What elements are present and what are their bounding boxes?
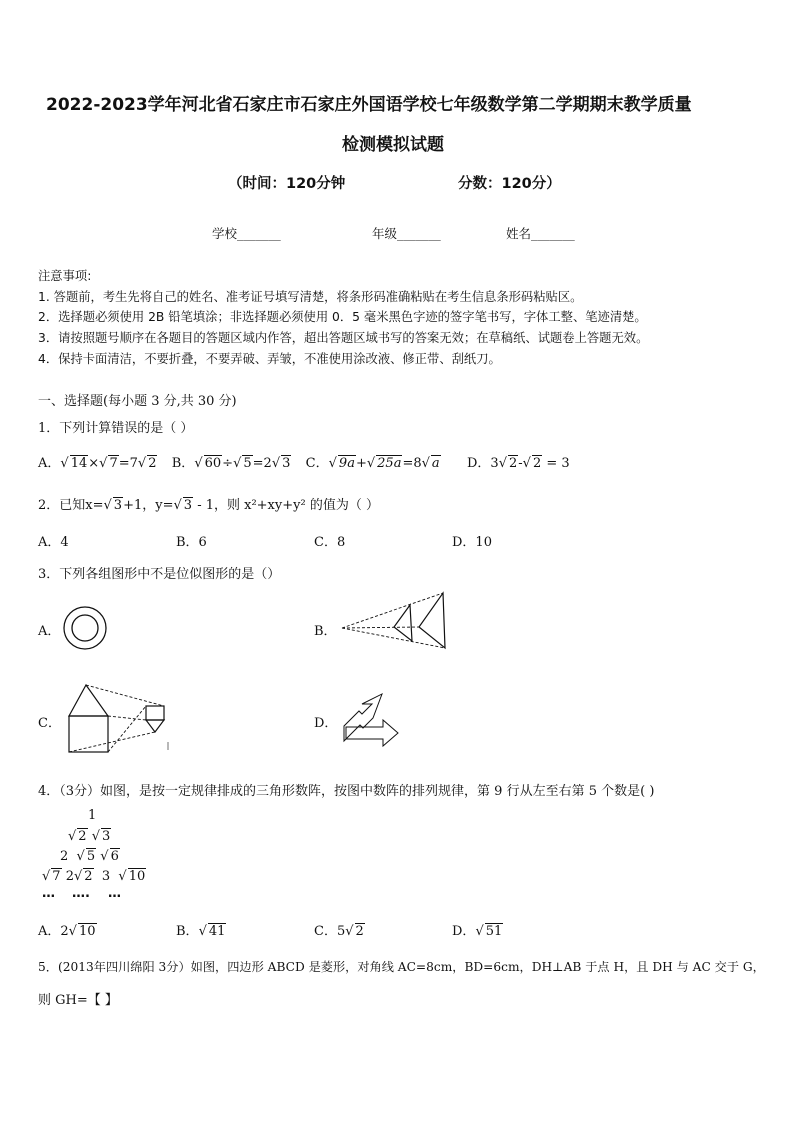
exam-title-line2: 检测模拟试题 — [342, 135, 444, 155]
q1-option-a[interactable]: A．√ 14×√ 7=7√ 2 — [38, 456, 157, 471]
q3-figure-c-houses — [64, 682, 204, 762]
q4-row1: 1 — [88, 808, 97, 823]
q5-stem-line1: 5．(2013年四川绵阳 3分）如图，四边形 ABCD 是菱形，对角线 AC=8cm，BD=6cm，DH⊥AB 于点 H，且 DH 与 AC 交于 G， — [38, 960, 765, 974]
q3-figure-a-concentric-circles — [60, 598, 120, 658]
notice-heading: 注意事项: — [38, 269, 92, 283]
q4-dots-right: … — [108, 886, 121, 901]
q3-figure-b-triangles — [336, 590, 456, 660]
notice-item-1: 1. 答题前，考生先将自己的姓名、准考证号填写清楚，将条形码准确粘贴在考生信息条形码粘贴区。 — [38, 290, 583, 304]
q4-option-b[interactable]: B．√ 41 — [176, 924, 226, 939]
q1-stem: 1．下列计算错误的是（ ） — [38, 421, 194, 436]
q4-option-a[interactable]: A．2√ 10 — [38, 924, 96, 939]
exam-time: （时间：120分钟 — [228, 176, 346, 192]
q1-options — [38, 452, 570, 471]
q4-stem: 4．（3分）如图，是按一定规律排成的三角形数阵，按图中数阵的排列规律，第 9 行从左至右第 5 个数是( ) — [38, 784, 655, 799]
q4-number-triangle — [38, 806, 178, 902]
grade-field[interactable]: 年级_______ — [372, 226, 441, 241]
q4-dots-middle: …. — [72, 886, 90, 901]
notice-item-3: 3．请按照题号顺序在各题目的答题区域内作答，超出答题区域书写的答案无效；在草稿纸、试题卷上答题无效。 — [38, 331, 649, 345]
q4-dots-left: … — [42, 886, 55, 901]
q2-option-c[interactable]: C．8 — [314, 535, 346, 550]
q3-figure-d-arrows — [340, 690, 420, 750]
q2-option-b[interactable]: B．6 — [176, 535, 207, 550]
exam-score: 分数：120分） — [458, 176, 561, 192]
q4-row4: √ 7 2√ 2 3 √ 10 — [42, 869, 146, 884]
q1-option-b[interactable]: B．√ 60÷√ 5=2√ 3 — [171, 456, 291, 471]
exam-title-line1: 2022-2023学年河北省石家庄市石家庄外国语学校七年级数学第二学期期末教学质量 — [46, 95, 692, 115]
q5-stem-line2: 则 GH=【 】 — [38, 993, 118, 1008]
q1-option-d[interactable]: D．3√ 2-√ 2 = 3 — [466, 456, 570, 471]
section-heading: 一、选择题(每小题 3 分,共 30 分) — [38, 394, 237, 409]
q3-label-c[interactable]: C． — [38, 716, 61, 731]
notice-item-2: 2．选择题必须使用 2B 铅笔填涂；非选择题必须使用 0．5 毫米黑色字迹的签字笔书写，字体工整、笔迹清楚。 — [38, 310, 647, 324]
q1-option-c[interactable]: C．√ 9a+√ 25a=8√ a — [305, 456, 440, 471]
q3-label-a[interactable]: A． — [38, 624, 61, 639]
q3-label-b[interactable]: B． — [314, 624, 337, 639]
q2-option-a[interactable]: A．4 — [38, 535, 69, 550]
q4-row3: 2 √ 5 √ 6 — [60, 849, 119, 864]
name-field[interactable]: 姓名_______ — [506, 226, 575, 241]
q4-option-d[interactable]: D．√ 51 — [452, 924, 503, 939]
school-field[interactable]: 学校_______ — [212, 226, 281, 241]
q3-label-d[interactable]: D． — [314, 716, 338, 731]
notice-item-4: 4．保持卡面清洁，不要折叠，不要弄破、弄皱，不准使用涂改液、修正带、刮纸刀。 — [38, 352, 501, 366]
q2-stem: 2．已知x=√ 3+1，y=√ 3 - 1，则 x²+xy+y² 的值为（ ） — [38, 498, 379, 513]
q4-option-c[interactable]: C．5√ 2 — [314, 924, 364, 939]
q3-stem: 3．下列各组图形中不是位似图形的是（） — [38, 567, 281, 582]
q2-option-d[interactable]: D．10 — [452, 535, 492, 550]
q4-row2: √ 2 √ 3 — [68, 829, 111, 844]
